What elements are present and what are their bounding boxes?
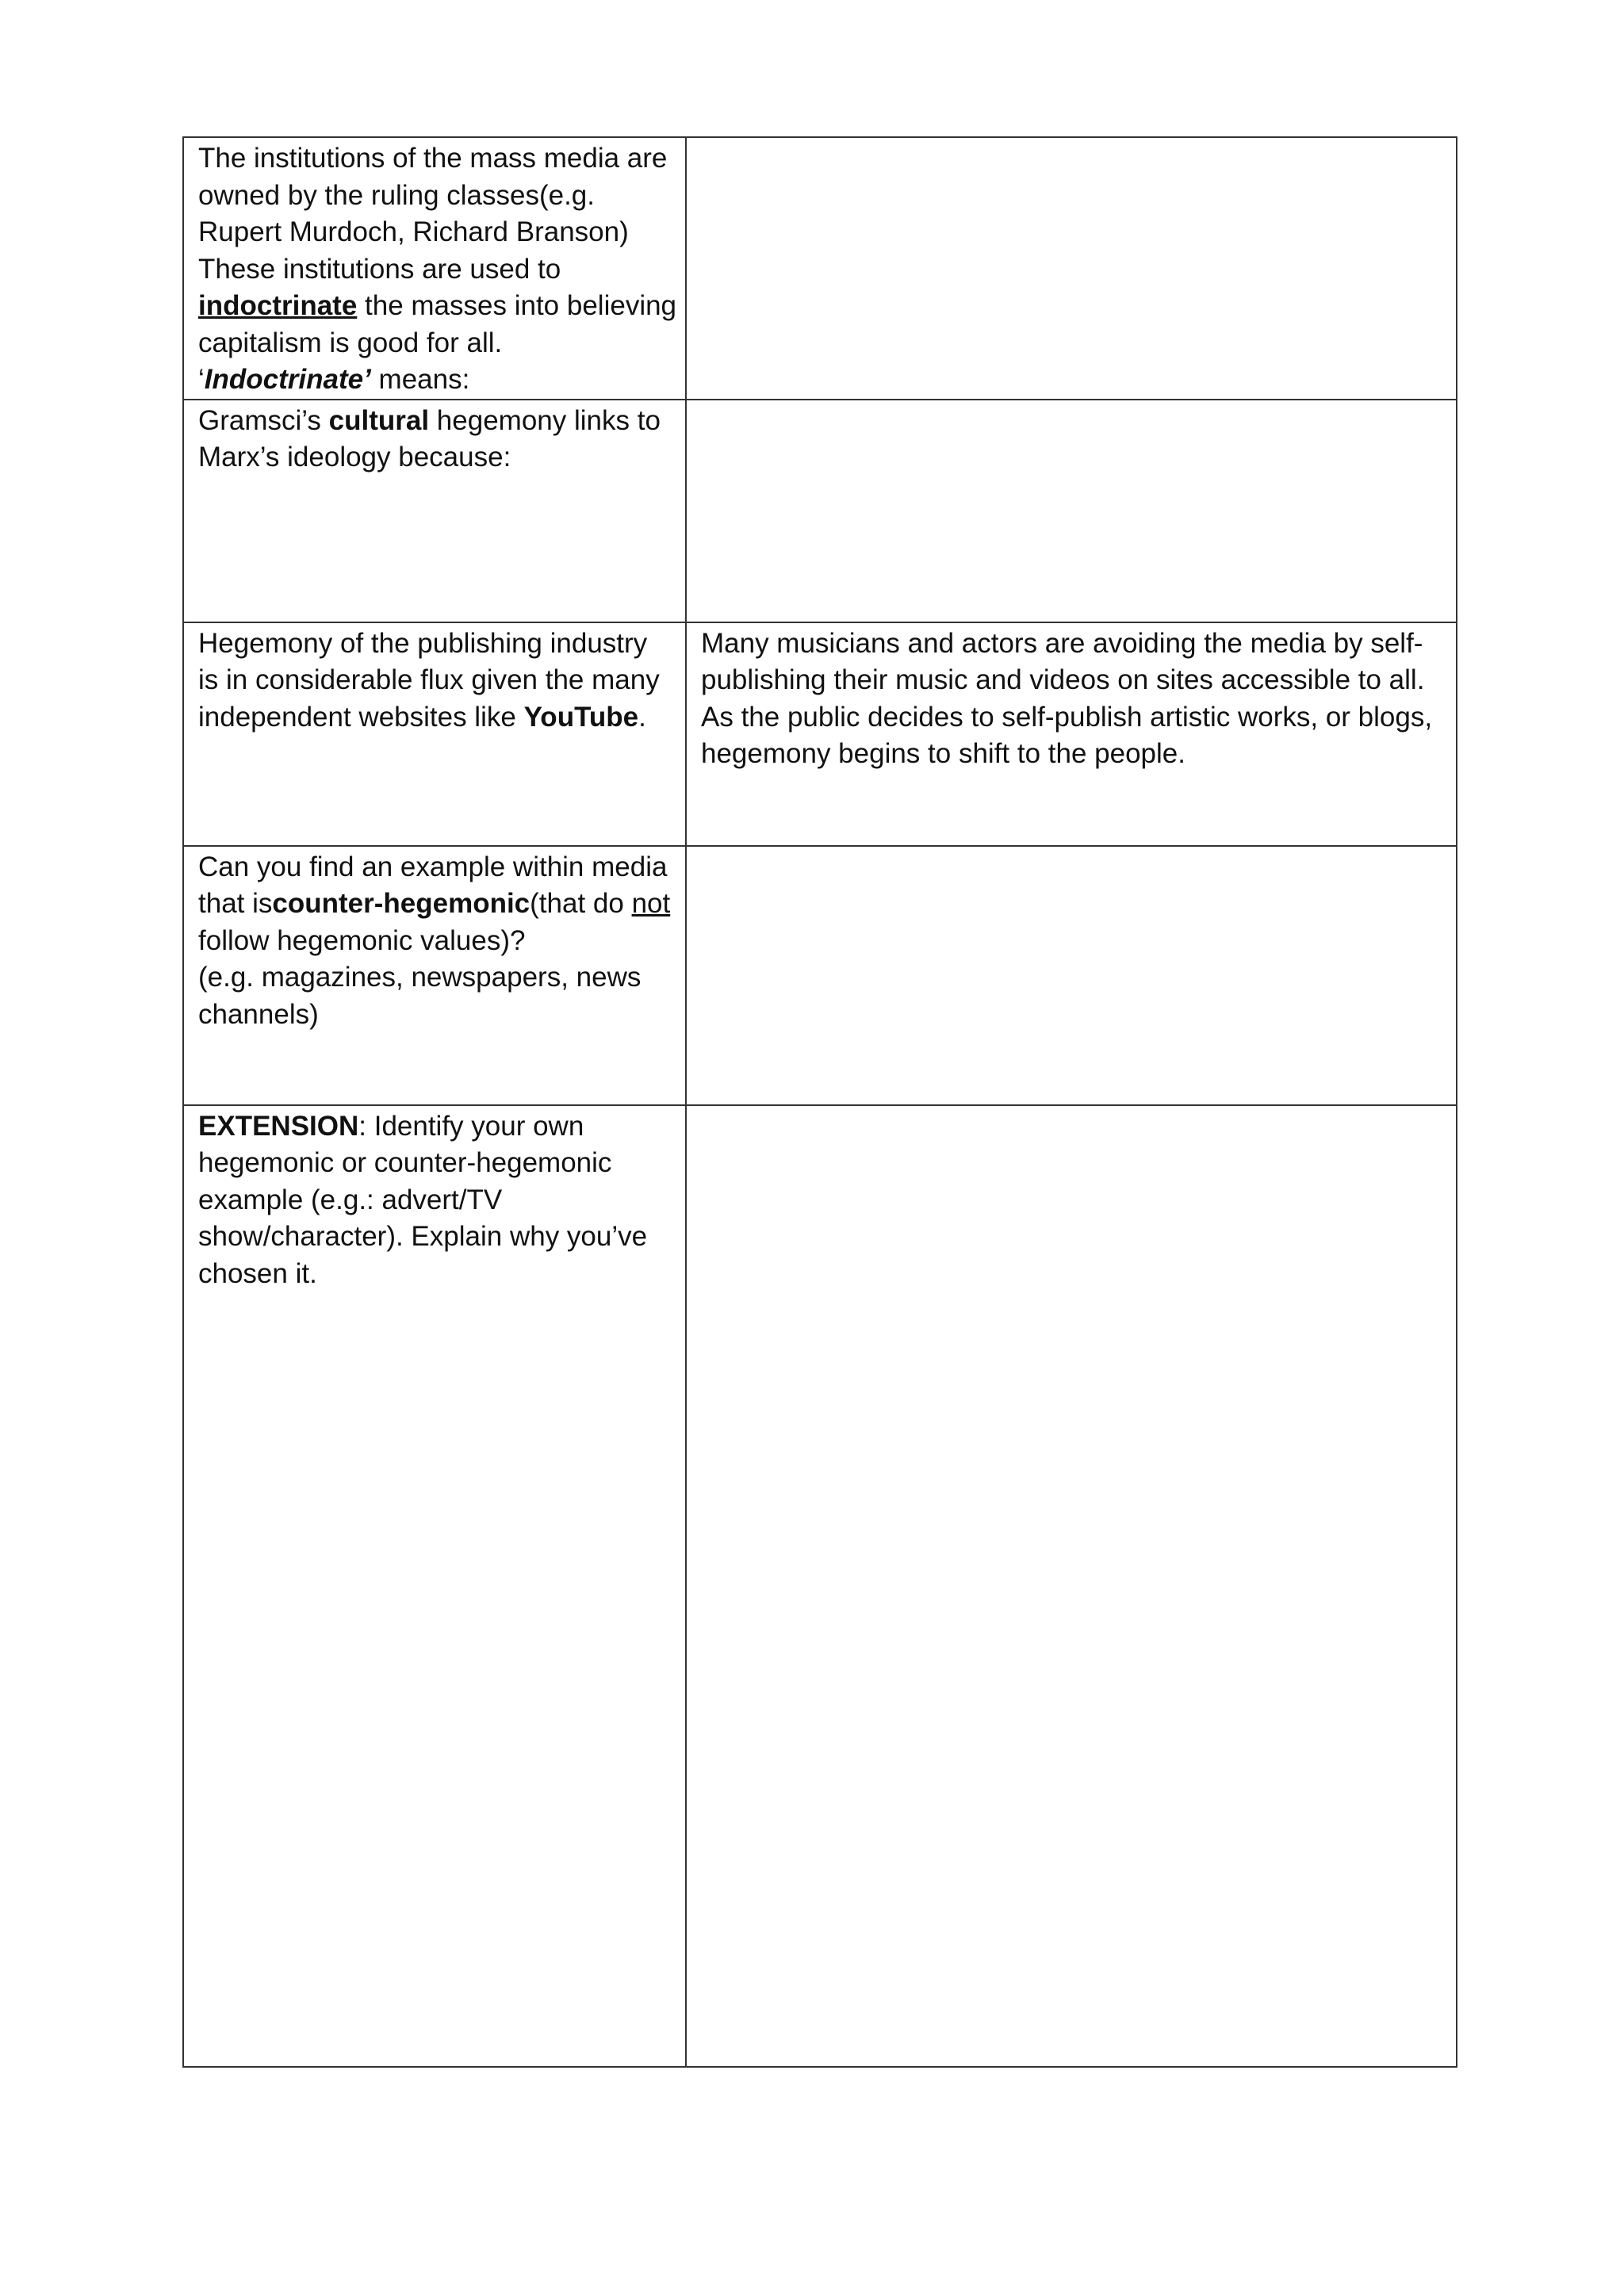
answer-cell-indoctrinate[interactable] <box>686 137 1457 400</box>
prompt-text: the masses into believing <box>357 290 677 321</box>
worksheet-table <box>182 136 1457 2068</box>
table-row <box>183 137 1457 400</box>
prompt-text: : Identify your own <box>358 1110 584 1142</box>
prompt-cell-counter-hegemonic <box>183 846 686 1105</box>
prompt-line: is in considerable flux given the many <box>198 664 660 695</box>
prompt-line: example (e.g.: advert/TV <box>198 1184 503 1215</box>
answer-line: Many musicians and actors are avoiding the media by self- <box>701 627 1423 659</box>
prompt-text: independent websites like <box>198 701 524 733</box>
table-row <box>183 1105 1457 2067</box>
keyword-not: not <box>631 888 671 919</box>
prompt-cell-gramsci <box>183 400 686 622</box>
keyword-cultural: cultural <box>328 404 430 436</box>
prompt-line: capitalism is good for all. <box>198 327 503 358</box>
answer-cell-publishing[interactable] <box>686 622 1457 846</box>
quote-mark: ‘ <box>198 364 205 395</box>
keyword-extension: EXTENSION <box>198 1110 359 1142</box>
prompt-line: Can you find an example within media <box>198 851 668 882</box>
answer-cell-counter-hegemonic[interactable] <box>686 846 1457 1105</box>
prompt-line: Marx’s ideology because: <box>198 442 511 473</box>
prompt-line <box>198 699 677 737</box>
answer-line: As the public decides to self-publish artistic works, or blogs, <box>701 701 1433 733</box>
answer-cell-gramsci[interactable] <box>686 400 1457 622</box>
prompt-line <box>198 288 677 325</box>
prompt-line <box>198 362 677 399</box>
prompt-text: means: <box>370 364 470 395</box>
keyword-indoctrinate-italic: Indoctrinate’ <box>204 364 371 395</box>
prompt-text: that is <box>198 888 273 919</box>
prompt-line: Rupert Murdoch, Richard Branson) <box>198 216 629 247</box>
keyword-youtube: YouTube <box>523 701 639 733</box>
prompt-cell-indoctrinate <box>183 137 686 400</box>
prompt-cell-extension <box>183 1105 686 2067</box>
prompt-line: owned by the ruling classes(e.g. <box>198 179 595 211</box>
prompt-line: follow hegemonic values)? <box>198 924 526 956</box>
prompt-line <box>198 886 677 923</box>
answer-cell-extension[interactable] <box>686 1105 1457 2067</box>
keyword-counter-hegemonic: counter-hegemonic <box>272 888 530 919</box>
prompt-line: The institutions of the mass media are <box>198 143 668 174</box>
prompt-line: channels) <box>198 998 319 1030</box>
prompt-line: These institutions are used to <box>198 253 561 285</box>
prompt-line: hegemonic or counter-hegemonic <box>198 1147 612 1178</box>
table-row <box>183 400 1457 622</box>
prompt-line: chosen it. <box>198 1257 317 1289</box>
prompt-text: hegemony links to <box>429 404 661 436</box>
table-row <box>183 622 1457 846</box>
prompt-line <box>198 1108 677 1146</box>
prompt-line <box>198 403 677 440</box>
prompt-text: (that do <box>530 888 632 919</box>
keyword-indoctrinate: indoctrinate <box>198 290 358 321</box>
answer-line: publishing their music and videos on sites accessible to all. <box>701 664 1425 695</box>
table-row <box>183 846 1457 1105</box>
prompt-line: (e.g. magazines, newspapers, news <box>198 962 642 993</box>
prompt-line: show/character). Explain why you’ve <box>198 1221 648 1252</box>
prompt-text: Gramsci’s <box>198 404 329 436</box>
prompt-cell-publishing <box>183 622 686 846</box>
answer-line: hegemony begins to shift to the people. <box>701 738 1185 769</box>
prompt-line: Hegemony of the publishing industry <box>198 627 648 659</box>
prompt-text: . <box>638 701 646 733</box>
